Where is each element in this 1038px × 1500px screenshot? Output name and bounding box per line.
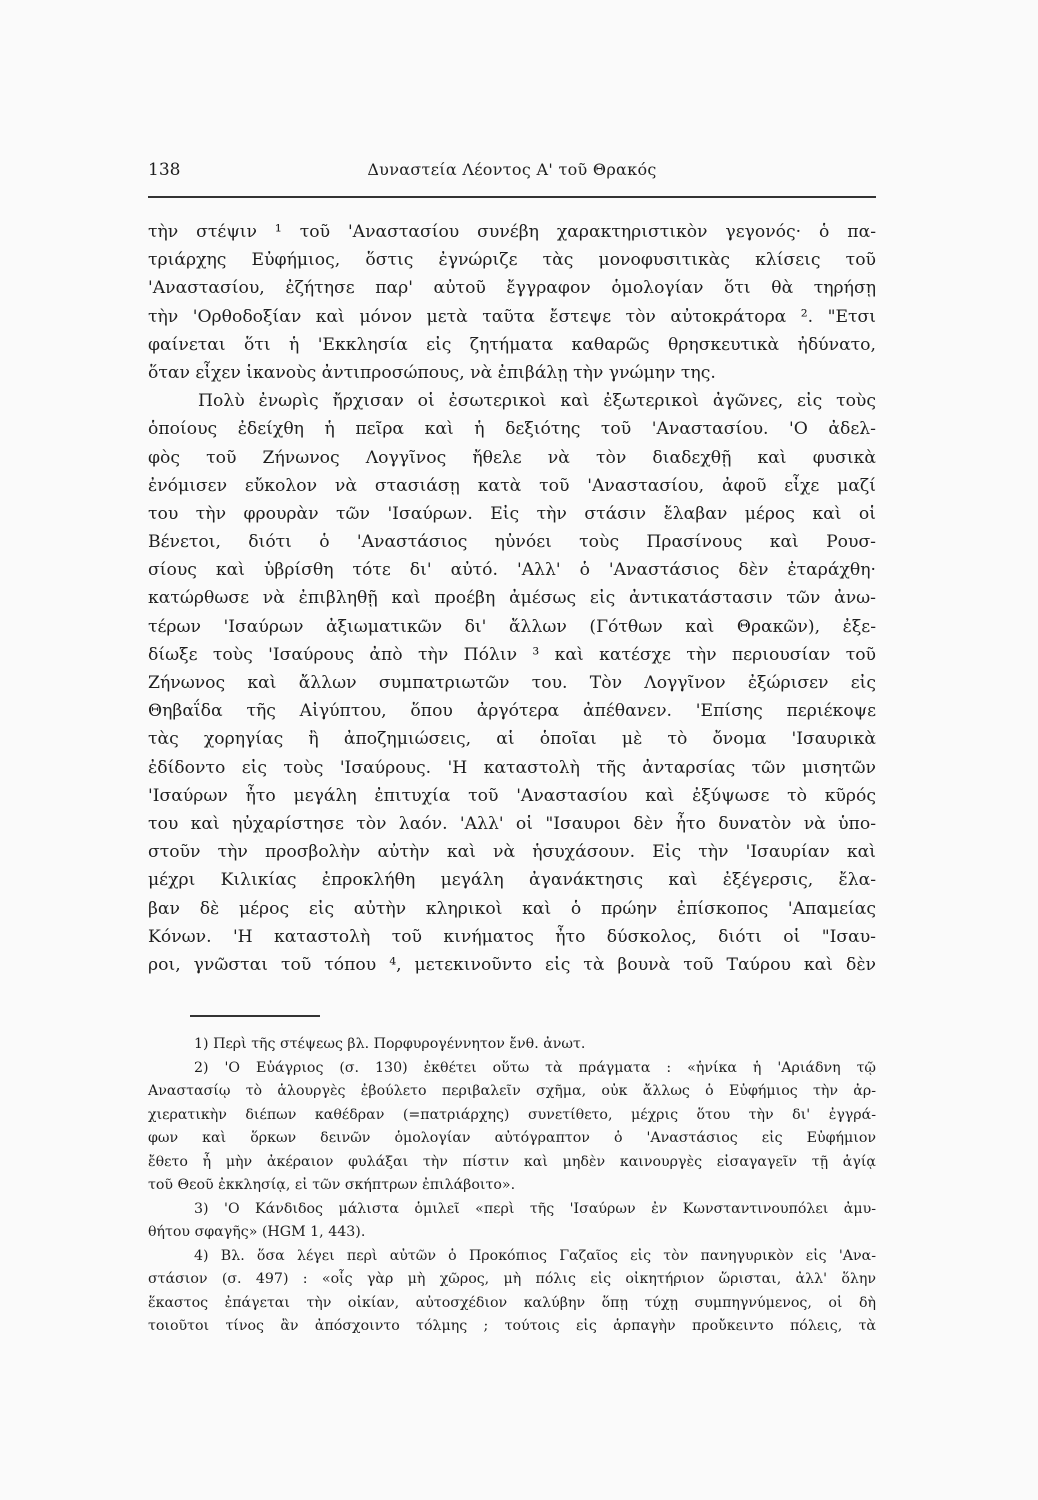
text-line: Θηβαΐδα τῆς Αἰγύπτου, ὅπου ἀργότερα ἀπέθανεν. 'Επίσης περιέκοψε xyxy=(148,701,876,722)
text-line: στοῦν τὴν προσβολὴν αὐτὴν καὶ νὰ ἡσυχάσουν. Εἰς τὴν 'Ισαυρίαν καὶ xyxy=(148,842,876,863)
text-line: του τὴν φρουρὰν τῶν 'Ισαύρων. Εἰς τὴν στάσιν ἔλαβαν μέρος καὶ οἱ xyxy=(148,503,876,524)
text-line: δίωξε τοὺς 'Ισαύρους ἀπὸ τὴν Πόλιν ³ καὶ κατέσχε τὴν περιουσίαν τοῦ xyxy=(148,644,876,665)
text-line: κατώρθωσε νὰ ἐπιβληθῇ καὶ προέβη ἀμέσως εἰς ἀντικατάστασιν τῶν ἀνω- xyxy=(148,588,876,609)
text-line: Ζήνωνος καὶ ἄλλων συμπατριωτῶν του. Τὸν Λογγῖνον ἐξώρισεν εἰς xyxy=(148,673,876,693)
text-line: φαίνεται ὅτι ἡ 'Εκκλησία εἰς ζητήματα καθαρῶς θρησκευτικὰ ἠδύνατο, xyxy=(148,334,876,355)
text-line: μέχρι Κιλικίας ἐπροκλήθη μεγάλη ἀγανάκτησις καὶ ἐξέγερσις, ἔλα- xyxy=(148,870,876,891)
page-number: 138 xyxy=(148,160,181,180)
footnotes xyxy=(148,1033,876,1339)
text-line: ὁποίους ἐδείχθη ἡ πεῖρα καὶ ἡ δεξιότης τοῦ 'Αναστασίου. 'Ο ἀδελ- xyxy=(148,419,876,440)
footnote-line: 2) 'Ο Εὐάγριος (σ. 130) ἐκθέτει οὕτω τὰ πράγματα : «ἡνίκα ἡ 'Αριάδνη τῷ xyxy=(194,1059,876,1076)
text-line: ροι, γνῶσται τοῦ τόπου ⁴, μετεκινοῦντο εἰς τὰ βουνὰ τοῦ Ταύρου καὶ δὲν xyxy=(148,954,876,975)
footnote-line: χιερατικὴν διέπων καθέδραν (=πατριάρχης) συνετίθετο, μέχρις ὅτου τὴν δι' ἐγγρά- xyxy=(148,1106,876,1123)
text-line: τέρων 'Ισαύρων ἀξιωματικῶν δι' ἄλλων (Γότθων καὶ Θρακῶν), ἐξε- xyxy=(148,616,876,637)
text-line: τὰς χορηγίας ἢ ἀποζημιώσεις, αἱ ὁποῖαι μὲ τὸ ὄνομα 'Ισαυρικὰ xyxy=(148,729,876,750)
footnote-line: ἕκαστος ἐπάγεται τὴν οἰκίαν, αὐτοσχέδιον καλύβην ὅπῃ τύχῃ συμπηγνύμενος, οἱ δὴ xyxy=(148,1294,876,1311)
footnote-line: ἔθετο ἦ μὴν ἀκέραιον φυλάξαι τὴν πίστιν καὶ μηδὲν καινουργὲς εἰσαγαγεῖν τῇ ἁγίᾳ xyxy=(148,1153,876,1170)
footnote-line: τοιοῦτοι τίνος ἂν ἀπόσχοιντο τόλμης ; τούτοις εἰς ἁρπαγὴν προὔκειντο πόλεις, τὰ xyxy=(148,1318,876,1334)
footnote-line: Αναστασίῳ τὸ ἁλουργὲς ἐβούλετο περιβαλεῖν σχῆμα, οὐκ ἄλλως ὁ Εὐφήμιος τὴν ἀρ- xyxy=(148,1083,876,1099)
text-line: ἐνόμισεν εὔκολον νὰ στασιάσῃ κατὰ τοῦ 'Αναστασίου, ἀφοῦ εἶχε μαζί xyxy=(148,475,876,496)
text-line: τὴν 'Ορθοδοξίαν καὶ μόνον μετὰ ταῦτα ἔστεψε τὸν αὐτοκράτορα ². "Ετσι xyxy=(148,306,876,327)
text-line: Κόνων. 'Η καταστολὴ τοῦ κινήματος ἦτο δύσκολος, διότι οἱ "Ισαυ- xyxy=(148,926,876,947)
text-line: τὴν στέψιν ¹ τοῦ 'Αναστασίου συνέβη χαρακτηριστικὸν γεγονός· ὁ πα- xyxy=(148,222,876,242)
text-line: ἐδίδοντο εἰς τοὺς 'Ισαύρους. 'Η καταστολὴ τῆς ἀνταρσίας τῶν μισητῶν xyxy=(148,757,876,778)
text-line: σίους καὶ ὑβρίσθη τότε δι' αὐτό. 'Αλλ' ὁ 'Αναστάσιος δὲν ἐταράχθη· xyxy=(148,560,876,581)
footnote-rule xyxy=(190,1015,320,1017)
text-line: 'Ισαύρων ἦτο μεγάλη ἐπιτυχία τοῦ 'Αναστασίου καὶ ἐξύψωσε τὸ κῦρός xyxy=(148,785,876,806)
text-line: βαν δὲ μέρος εἰς αὐτὴν κληρικοὶ καὶ ὁ πρώην ἐπίσκοπος 'Απαμείας xyxy=(148,898,876,919)
text-line: 'Αναστασίου, ἐζήτησε παρ' αὐτοῦ ἔγγραφον ὁμολογίαν ὅτι θὰ τηρήσῃ xyxy=(148,278,876,299)
text-line: ὅταν εἶχεν ἱκανοὺς ἀντιπροσώπους, νὰ ἐπιβάλῃ τὴν γνώμην της. xyxy=(148,362,716,383)
text-line: Πολὺ ἐνωρὶς ἤρχισαν οἱ ἐσωτερικοὶ καὶ ἐξωτερικοὶ ἀγῶνες, εἰς τοὺς xyxy=(198,391,876,412)
footnote-line: 4) Βλ. ὅσα λέγει περὶ αὐτῶν ὁ Προκόπιος Γαζαῖος εἰς τὸν πανηγυρικὸν εἰς 'Ανα- xyxy=(194,1247,876,1264)
footnote-line: φων καὶ ὅρκων δεινῶν ὁμολογίαν αὐτόγραπτον ὁ 'Αναστάσιος εἰς Εὐφήμιον xyxy=(148,1130,876,1146)
footnote-line: στάσιον (σ. 497) : «οἷς γὰρ μὴ χῶρος, μὴ πόλις εἰς οἰκητήριον ὥρισται, ἀλλ' ὅλην xyxy=(148,1271,876,1287)
footnote-line: 3) 'Ο Κάνδιδος μάλιστα ὁμιλεῖ «περὶ τῆς 'Ισαύρων ἐν Κωνσταντινουπόλει ἀμυ- xyxy=(194,1200,876,1217)
text-line: τριάρχης Εὐφήμιος, ὅστις ἐγνώριζε τὰς μονοφυσιτικὰς κλίσεις τοῦ xyxy=(148,250,876,271)
header-rule xyxy=(148,196,876,198)
running-title: Δυναστεία Λέοντος Α' τοῦ Θρακός xyxy=(367,160,657,179)
page-header xyxy=(148,160,876,184)
text-line: φὸς τοῦ Ζήνωνος Λογγῖνος ἤθελε νὰ τὸν διαδεχθῇ καὶ φυσικὰ xyxy=(148,447,876,468)
text-line: του καὶ ηὐχαρίστησε τὸν λαόν. 'Αλλ' οἱ "Ισαυροι δὲν ἦτο δυνατὸν νὰ ὑπο- xyxy=(148,813,876,834)
text-line: Βένετοι, διότι ὁ 'Αναστάσιος ηὐνόει τοὺς Πρασίνους καὶ Ρουσ- xyxy=(148,532,876,553)
footnote-line: θήτου σφαγῆς» (HGM 1, 443). xyxy=(148,1224,366,1240)
body-text xyxy=(148,218,876,979)
footnote-line: 1) Περὶ τῆς στέψεως βλ. Πορφυρογέννητον ἔνθ. ἀνωτ. xyxy=(194,1036,586,1052)
footnote-line: τοῦ Θεοῦ ἐκκλησίᾳ, εἰ τῶν σκήπτρων ἐπιλάβοιτο». xyxy=(148,1177,516,1193)
